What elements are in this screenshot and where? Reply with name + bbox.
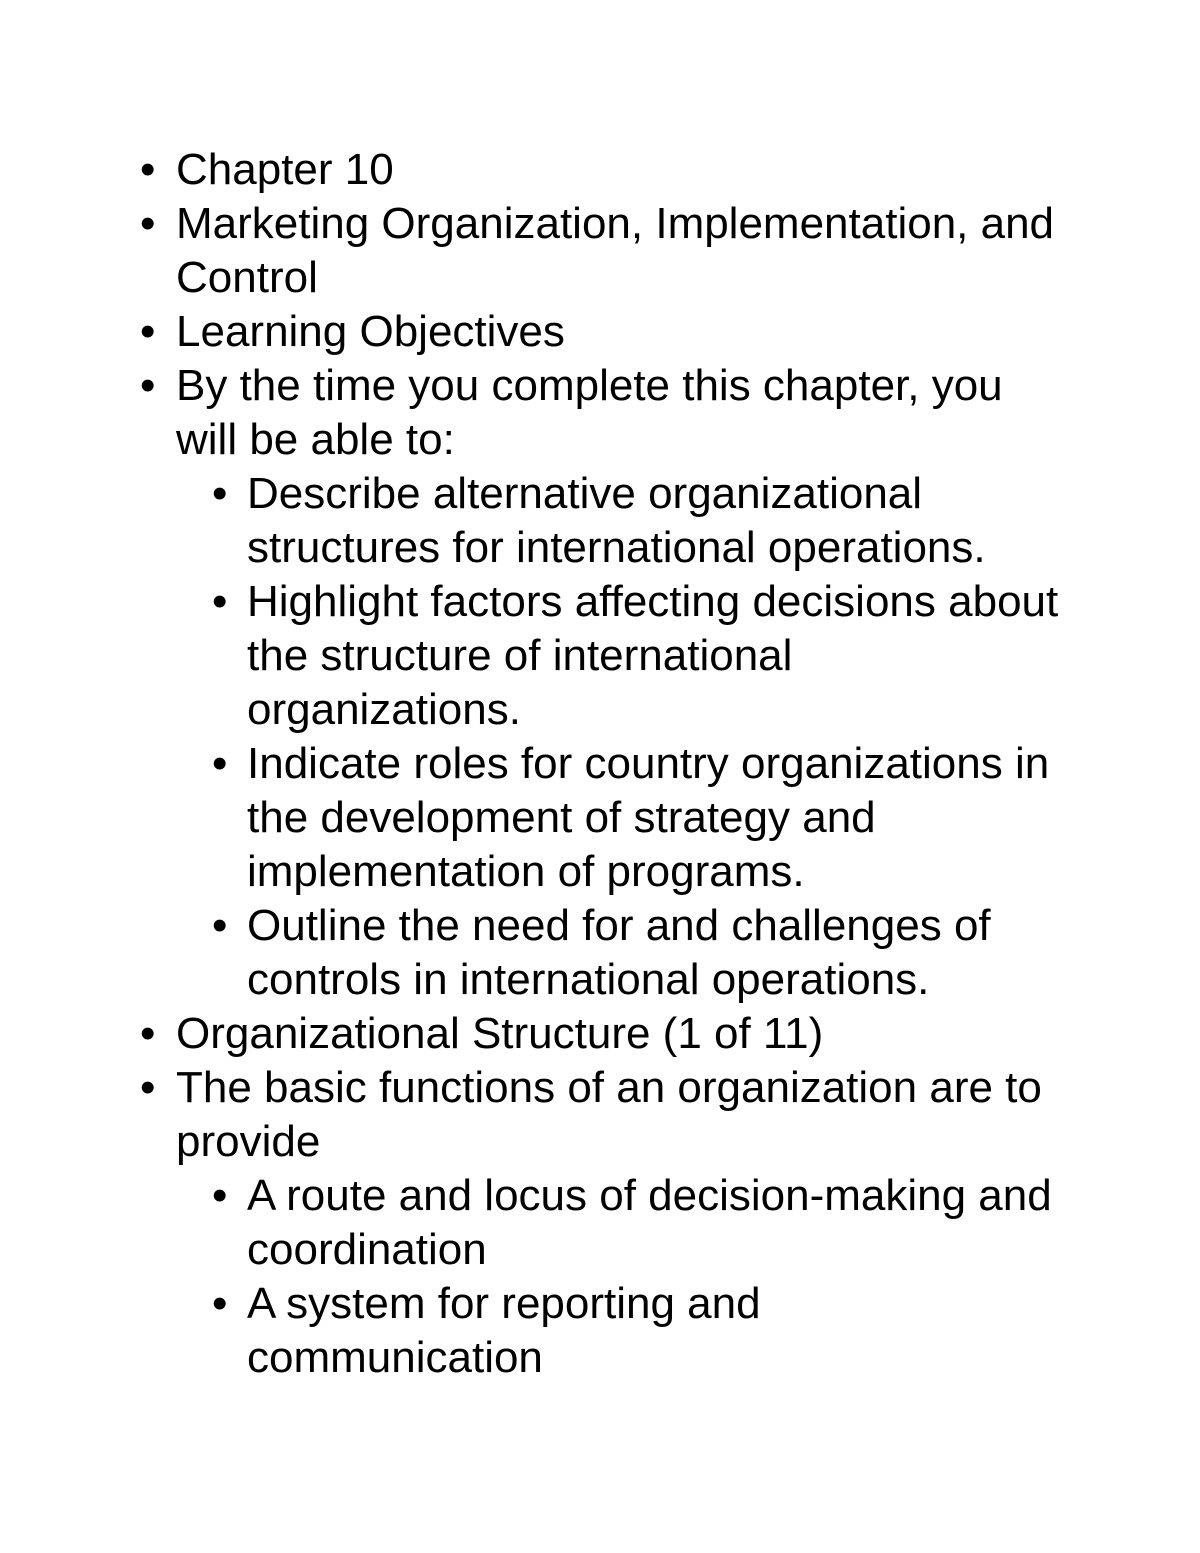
bullet-icon: • (140, 1009, 156, 1058)
sub-list-item-objective (140, 737, 1140, 899)
sub-list-item-objective (140, 899, 1140, 1007)
sub-list-item-function (140, 1169, 1140, 1277)
sub-list-item-objective (140, 575, 1140, 737)
bullet-icon: • (212, 577, 228, 626)
bullet-icon: • (140, 361, 156, 410)
list-item-text: Outline the need for and challenges of controls in international operations. (247, 901, 991, 1004)
bullet-list (140, 143, 1140, 1385)
bullet-icon: • (140, 199, 156, 248)
list-item-text: Describe alternative organizational structures for international operations. (247, 469, 986, 572)
bullet-icon: • (212, 901, 228, 950)
list-item-text: Organizational Structure (1 of 11) (176, 1009, 824, 1058)
bullet-icon: • (212, 1171, 228, 1220)
bullet-icon: • (140, 145, 156, 194)
list-item-text: A route and locus of decision-making and coordination (247, 1171, 1052, 1274)
list-item-text: Highlight factors affecting decisions about the structure of international organizations. (247, 577, 1059, 734)
bullet-icon: • (212, 469, 228, 518)
list-item-text: By the time you complete this chapter, you will be able to: (176, 361, 1003, 464)
list-item-text: Marketing Organization, Implementation, and Control (176, 199, 1055, 302)
list-item-section-heading (140, 1007, 1140, 1061)
list-item-chapter-title (140, 197, 1140, 305)
list-item-text: The basic functions of an organization are to provide (176, 1063, 1042, 1166)
sub-list-item-objective (140, 467, 1140, 575)
sub-list-item-function (140, 1277, 1140, 1385)
list-item-text: Learning Objectives (176, 307, 565, 356)
bullet-icon: • (212, 1279, 228, 1328)
bullet-icon: • (140, 1063, 156, 1112)
bullet-icon: • (212, 739, 228, 788)
list-item-text: Indicate roles for country organizations in the development of strategy and implementation of programs. (247, 739, 1050, 896)
bullet-icon: • (140, 307, 156, 356)
list-item-functions (140, 1061, 1140, 1169)
list-item-text: A system for reporting and communication (247, 1279, 761, 1382)
list-item-chapter (140, 143, 1140, 197)
list-item-text: Chapter 10 (176, 145, 394, 194)
list-item-learning-objectives (140, 305, 1140, 359)
list-item-intro (140, 359, 1140, 467)
